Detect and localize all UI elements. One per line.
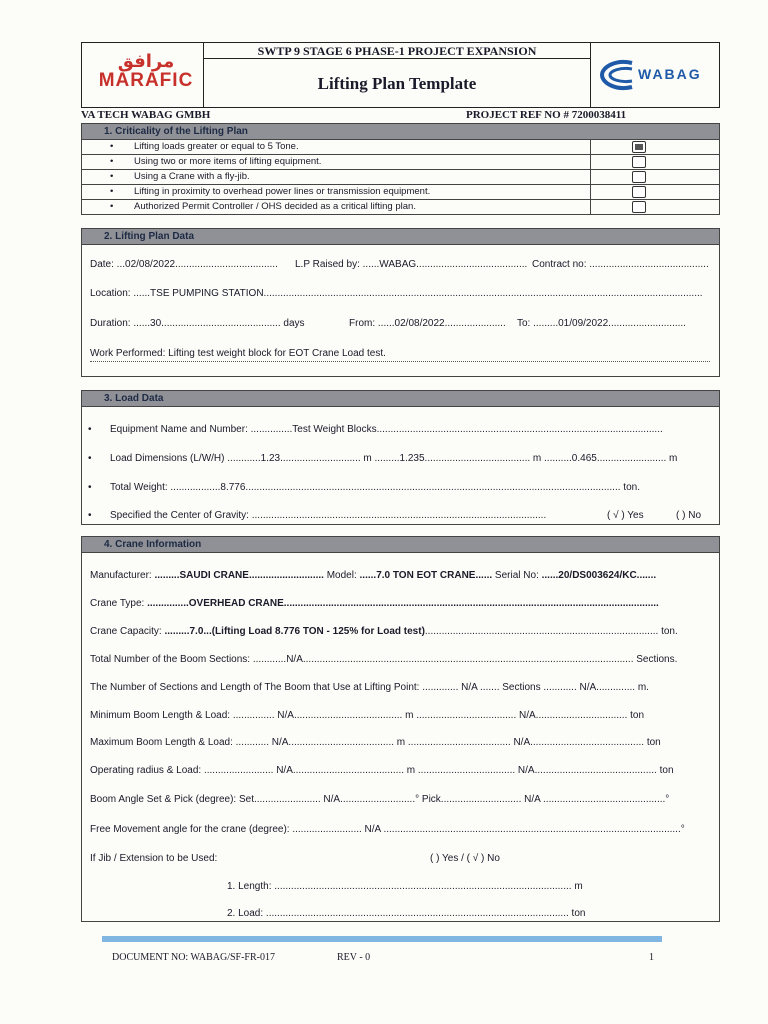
capacity-tail: .................................................................................... ton.: [424, 626, 678, 637]
cog-no-option[interactable]: ( ) No: [676, 510, 701, 521]
section-crane-information: [81, 536, 720, 922]
bullet: •: [88, 424, 92, 435]
section-1-header: [82, 124, 719, 140]
jib-label: If Jib / Extension to be Used:: [90, 853, 218, 864]
header-divider: [590, 43, 591, 107]
contract-field: Contract no: ...........................................: [532, 259, 709, 270]
capacity-label: Crane Capacity:: [90, 626, 165, 637]
marafic-logo: [96, 53, 196, 91]
section-4-header: [82, 537, 719, 553]
cog-field: Specified the Center of Gravity: ..........................................................................................................: [110, 510, 547, 521]
weight-field: Total Weight: ..................8.776....................................................................................................................................... ton.: [110, 482, 640, 493]
marafic-arabic: مرافق: [117, 51, 175, 72]
from-field: From: ......02/08/2022......................: [349, 318, 506, 329]
section-2-title: 2. Lifting Plan Data: [104, 231, 195, 242]
document-number: DOCUMENT NO: WABAG/SF-FR-017: [112, 952, 275, 963]
marafic-text: MARAFIC: [98, 70, 194, 91]
model-label: Model:: [323, 570, 360, 581]
section-1-title: 1. Criticality of the Lifting Plan: [104, 126, 248, 137]
project-title: SWTP 9 STAGE 6 PHASE-1 PROJECT EXPANSION: [257, 44, 537, 58]
criticality-row: [82, 185, 719, 200]
boom-sections-field: Total Number of the Boom Sections: ............N/A....................................................................................................................... Sections.: [90, 654, 678, 665]
criticality-row: [82, 155, 719, 170]
free-movement-field: Free Movement angle for the crane (degree): ......................... N/A ...........................................................................................................°: [90, 824, 685, 835]
doc-title: Lifting Plan Template: [317, 74, 477, 93]
crane-type-value: ...............OVERHEAD CRANE.......................................................................................................................................: [147, 598, 659, 609]
num-sections-field: The Number of Sections and Length of The Boom that Use at Lifting Point: ............. N/A ....... Sections ............ N/A.............. m.: [90, 682, 649, 693]
criticality-text: Using a Crane with a fly-jib.: [134, 171, 250, 182]
section-criticality: [81, 123, 720, 215]
capacity-value: .........7.0...(Lifting Load 8.776 TON - 125% for Load test): [164, 626, 425, 637]
date-field: Date: ...02/08/2022.....................................: [90, 259, 278, 270]
serial-value: ......20/DS003624/KC.......: [541, 570, 657, 581]
location-field: Location: ......TSE PUMPING STATION..............................................................................................................................................................: [90, 288, 703, 299]
crane-type-label: Crane Type:: [90, 598, 148, 609]
bullet: •: [88, 482, 92, 493]
criticality-text: Authorized Permit Controller / OHS decided as a critical lifting plan.: [134, 201, 416, 212]
criticality-checkbox[interactable]: [632, 171, 646, 183]
criticality-text: Using two or more items of lifting equipment.: [134, 156, 322, 167]
project-ref: PROJECT REF NO # 7200038411: [466, 109, 627, 121]
duration-field: Duration: ......30........................................... days: [90, 318, 305, 329]
serial-label: Serial No:: [492, 570, 542, 581]
section-3-header: [82, 391, 719, 407]
criticality-text: Lifting in proximity to overhead power lines or transmission equipment.: [134, 186, 431, 197]
wabag-logo: [594, 57, 716, 93]
bullet: •: [110, 141, 114, 152]
manufacturer-value: .........SAUDI CRANE...........................: [154, 570, 324, 581]
jib-options[interactable]: ( ) Yes / ( √ ) No: [430, 853, 500, 864]
raised-by-field: L.P Raised by: ......WABAG........................................: [295, 259, 528, 270]
page-number: 1: [649, 952, 654, 963]
work-performed-field: Work Performed: Lifting test weight block for EOT Crane Load test.: [90, 347, 710, 362]
crane-type-row: [90, 597, 710, 611]
company-name: VA TECH WABAG GMBH: [81, 109, 211, 121]
footer-bar: [102, 936, 662, 942]
section-3-title: 3. Load Data: [104, 393, 164, 404]
criticality-row: [82, 140, 719, 155]
bullet: •: [88, 453, 92, 464]
jib-load-field: 2. Load: ............................................................................................................. ton: [227, 908, 586, 919]
bullet: •: [110, 171, 114, 182]
wabag-text: WABAG: [638, 66, 702, 82]
cog-yes-option[interactable]: ( √ ) Yes: [607, 510, 644, 521]
dimensions-field: Load Dimensions (L/W/H) ............1.23............................. m .........1.235...................................... m ..........0.465......................... m: [110, 453, 678, 464]
criticality-row: [82, 170, 719, 185]
title-divider: [204, 58, 590, 59]
model-value: ......7.0 TON EOT CRANE......: [359, 570, 493, 581]
criticality-checkbox[interactable]: [632, 141, 646, 153]
jib-length-field: 1. Length: ........................................................................................................... m: [227, 881, 583, 892]
header-box: [81, 42, 720, 108]
wabag-swirl-icon: [596, 57, 636, 93]
radius-field: Operating radius & Load: ......................... N/A........................................ m ................................... N/A............................................ ton: [90, 765, 674, 776]
criticality-text: Lifting loads greater or equal to 5 Tone.: [134, 141, 299, 152]
min-boom-field: Minimum Boom Length & Load: ............... N/A....................................... m .................................... N/A................................. ton: [90, 710, 645, 721]
bullet: •: [110, 156, 114, 167]
criticality-checkbox[interactable]: [632, 201, 646, 213]
capacity-row: [90, 625, 712, 639]
criticality-row: [82, 200, 719, 215]
section-load-data: [81, 390, 720, 525]
revision: REV - 0: [337, 952, 371, 963]
section-2-header: [82, 229, 719, 245]
section-lifting-plan-data: [81, 228, 720, 377]
manufacturer-row: [90, 569, 656, 583]
criticality-checkbox[interactable]: [632, 186, 646, 198]
section-4-title: 4. Crane Information: [104, 539, 202, 550]
bullet: •: [88, 510, 92, 521]
bullet: •: [110, 186, 114, 197]
to-field: To: .........01/09/2022............................: [517, 318, 686, 329]
boom-angle-field: Boom Angle Set & Pick (degree): Set........................ N/A...........................° Pick............................. N/A ............................................°: [90, 794, 670, 805]
max-boom-field: Maximum Boom Length & Load: ............ N/A...................................... m ..................................... N/A......................................... ton: [90, 737, 661, 748]
criticality-checkbox[interactable]: [632, 156, 646, 168]
manufacturer-label: Manufacturer:: [90, 570, 155, 581]
bullet: •: [110, 201, 114, 212]
equipment-field: Equipment Name and Number: ...............Test Weight Blocks.......................................................................................................: [110, 424, 663, 435]
